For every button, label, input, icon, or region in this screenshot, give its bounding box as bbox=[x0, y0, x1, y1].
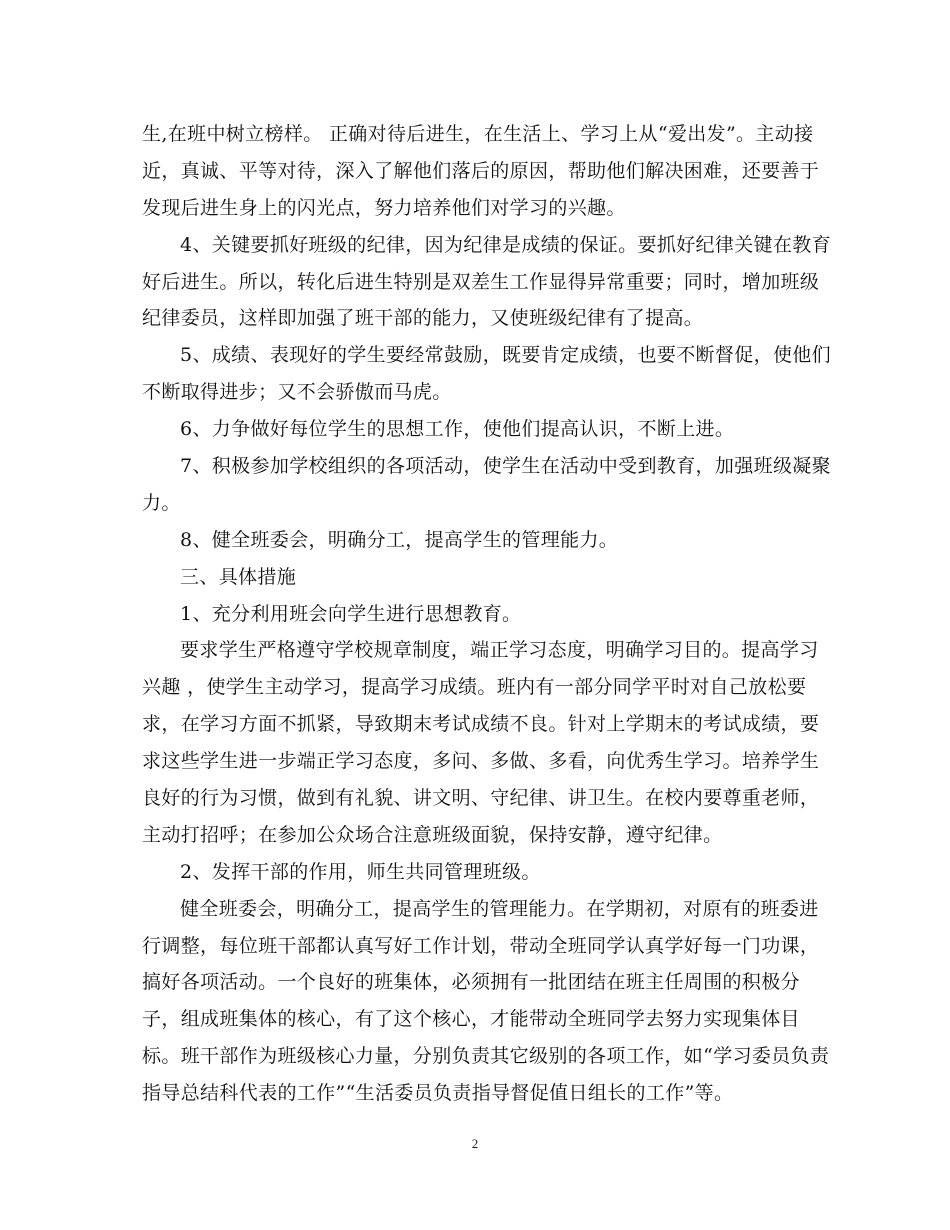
text-line: 生,在班中树立榜样。 正确对待后进生，在生活上、学习上从“爱出发”。主动接 bbox=[142, 123, 814, 145]
section-heading: 三、具体措施 bbox=[180, 565, 297, 588]
text-line: 兴趣 ，使学生主动学习，提高学习成绩。班内有一部分同学平时对自己放松要 bbox=[142, 676, 807, 699]
text-line: 力。 bbox=[142, 491, 181, 514]
text-line: 行调整，每位班干部都认真写好工作计划，带动全班同学认真学好每一门功课， bbox=[142, 934, 820, 957]
text-line: 子，组成班集体的核心，有了这个核心，才能带动全班同学去努力实现集体目 bbox=[142, 1008, 800, 1031]
text-line: 指导总结科代表的工作”“生活委员负责指导督促值日组长的工作”等。 bbox=[142, 1082, 734, 1105]
paragraph-start-line: 8、健全班委会，明确分工，提高学生的管理能力。 bbox=[180, 528, 619, 551]
document-body bbox=[142, 116, 831, 1112]
subsection-heading: 2、发挥干部的作用，师生共同管理班级。 bbox=[180, 860, 541, 883]
paragraph-start-line: 7、积极参加学校组织的各项活动，使学生在活动中受到教育，加强班级凝聚 bbox=[180, 455, 831, 478]
paragraph-start-line: 要求学生严格遵守学校规章制度，端正学习态度，明确学习目的。提高学习 bbox=[180, 639, 819, 662]
text-line: 求这些学生进一步端正学习态度，多问、多做、多看，向优秀生学习。培养学生 bbox=[142, 750, 820, 773]
paragraph-start-line: 健全班委会，明确分工，提高学生的管理能力。在学期初，对原有的班委进 bbox=[180, 897, 819, 920]
text-line: 纪律委员，这样即加强了班干部的能力，又使班级纪律有了提高。 bbox=[142, 307, 704, 330]
text-line: 主动打招呼；在参加公众场合注意班级面貌，保持安静，遵守纪律。 bbox=[142, 823, 723, 846]
text-line: 搞好各项活动。一个良好的班集体，必须拥有一批团结在班主任周围的积极分 bbox=[142, 971, 800, 994]
text-line: 不断取得进步；又不会骄傲而马虎。 bbox=[142, 381, 452, 404]
subsection-heading: 1、充分利用班会向学生进行思想教育。 bbox=[180, 602, 522, 625]
paragraph-start-line: 6、力争做好每位学生的思想工作，使他们提高认识，不断上进。 bbox=[180, 418, 735, 441]
text-line: 求，在学习方面不抓紧，导致期末考试成绩不良。针对上学期末的考试成绩，要 bbox=[142, 713, 820, 736]
paragraph-start-line: 4、关键要抓好班级的纪律，因为纪律是成绩的保证。要抓好纪律关键在教育 bbox=[180, 233, 831, 256]
paragraph-start-line: 5、成绩、表现好的学生要经常鼓励，既要肯定成绩，也要不断督促，使他们 bbox=[180, 344, 831, 367]
text-line: 良好的行为习惯，做到有礼貌、讲文明、守纪律、讲卫生。在校内要尊重老师， bbox=[142, 787, 820, 810]
page-number: 2 bbox=[471, 1136, 479, 1151]
text-line: 近，真诚、平等对待，深入了解他们落后的原因，帮助他们解决困难，还要善于 bbox=[142, 159, 820, 182]
text-line: 好后进生。所以，转化后进生特别是双差生工作显得异常重要；同时，增加班级 bbox=[142, 270, 820, 293]
text-line: 标。班干部作为班级核心力量，分别负责其它级别的各项工作，如“学习委员负责 bbox=[142, 1045, 830, 1068]
text-line: 发现后进生身上的闪光点，努力培养他们对学习的兴趣。 bbox=[142, 196, 626, 219]
